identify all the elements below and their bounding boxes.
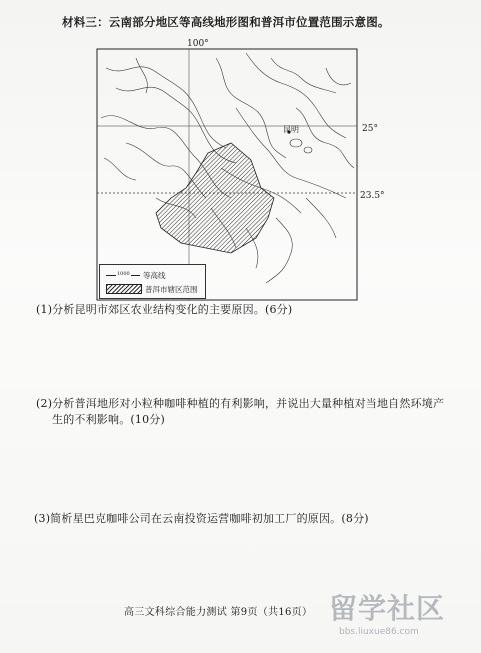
- city-label-kunming: 昆明: [283, 125, 299, 134]
- question-2-line-2: 生的不利影响。(10分): [52, 413, 165, 426]
- latitude-label-23-5: 23.5°: [360, 191, 385, 201]
- watermark-url: bbs.liuxue86.com: [339, 627, 419, 637]
- site-watermark: [325, 587, 465, 645]
- question-2: [36, 396, 456, 428]
- contour-map: [96, 39, 385, 301]
- legend-contour: [106, 269, 166, 281]
- latitude-label-25: 25°: [362, 124, 378, 134]
- hatch-symbol: [106, 284, 142, 294]
- question-2-line-1: (2)分析普洱地形对小粒种咖啡种植的有利影响，并说出大量种植对当地自然环境产: [36, 397, 445, 410]
- page-footer: 高三文科综合能力测试 第9页（共16页）: [124, 607, 313, 618]
- question-1: (1)分析昆明市郊区农业结构变化的主要原因。(6分): [36, 303, 293, 316]
- longitude-label-100: 100°: [187, 39, 209, 49]
- contour-line-symbol: 1000: [106, 275, 140, 276]
- legend-puer-area: [106, 283, 198, 295]
- legend-area-label: 普洱市辖区范围: [145, 284, 198, 294]
- map-legend: [99, 264, 206, 299]
- question-3: (3)简析星巴克咖啡公司在云南投资运营咖啡初加工厂的原因。(8分): [34, 512, 369, 525]
- legend-contour-label: 等高线: [143, 270, 166, 280]
- watermark-logo-text: 留学社区: [329, 592, 446, 625]
- material-title: 材料三：云南部分地区等高线地形图和普洱市位置范围示意图。: [62, 15, 390, 29]
